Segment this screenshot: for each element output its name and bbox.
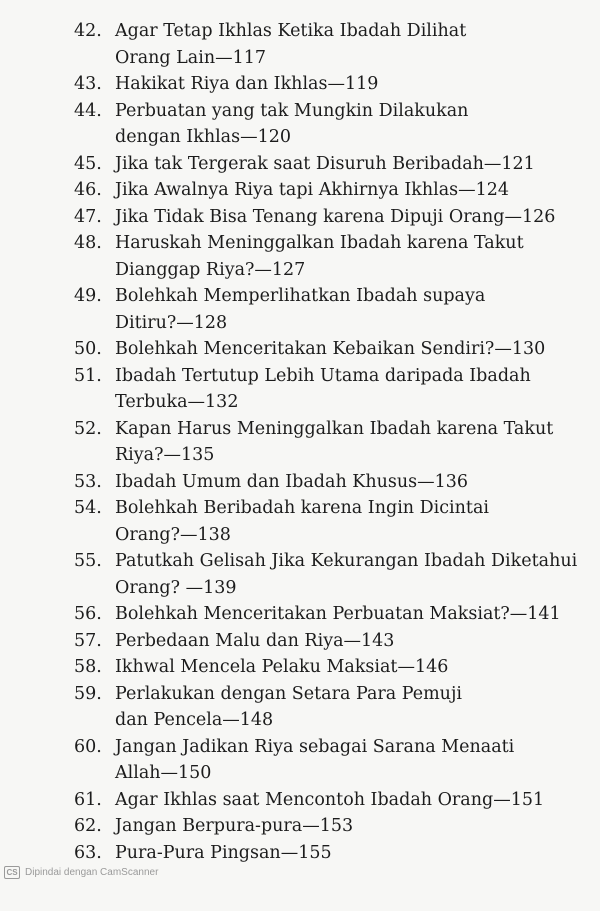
toc-entry-title-line: Orang? —139 xyxy=(115,577,237,598)
toc-entry-title-line: Jika tak Tergerak saat Disuruh Beribadah—121 xyxy=(115,153,535,174)
toc-entry-title-line: Bolehkah Menceritakan Perbuatan Maksiat?—141 xyxy=(115,604,561,624)
toc-entry-title-line: Haruskah Meninggalkan Ibadah karena Takut xyxy=(115,233,524,253)
toc-entry xyxy=(0,18,600,71)
toc-entry-number: 57. xyxy=(74,630,102,651)
toc-entry xyxy=(0,177,600,204)
toc-entry xyxy=(0,469,600,496)
toc-entry-title-line: Riya?—135 xyxy=(115,445,215,465)
toc-entry-title-line: Kapan Harus Meninggalkan Ibadah karena Takut xyxy=(115,418,554,439)
toc-entry xyxy=(0,734,600,787)
toc-entry-title-line: Hakikat Riya dan Ikhlas—119 xyxy=(115,74,379,94)
toc-entry-title-line: Patutkah Gelisah Jika Kekurangan Ibadah Diketahui xyxy=(115,551,578,571)
toc-entry xyxy=(0,601,600,628)
toc-entry-title-line: Ditiru?—128 xyxy=(115,312,228,333)
toc-entry-title-line: Orang?—138 xyxy=(115,524,231,545)
toc-entry xyxy=(0,336,600,363)
toc-entry-number: 44. xyxy=(74,100,102,121)
toc-entry-title-line: Jangan Berpura-pura—153 xyxy=(115,816,354,836)
toc-entry-title-line: Jika Tidak Bisa Tenang karena Dipuji Orang—126 xyxy=(115,206,556,227)
toc-entry-title-line: Perlakukan dengan Setara Para Pemuji xyxy=(115,683,462,704)
toc-entry-title-line: Agar Tetap Ikhlas Ketika Ibadah Dilihat xyxy=(115,21,467,41)
toc-entry xyxy=(0,628,600,655)
toc-entry-number: 56. xyxy=(74,604,102,624)
toc-entry-title-line: Agar Ikhlas saat Mencontoh Ibadah Orang—151 xyxy=(115,789,545,810)
toc-entry xyxy=(0,283,600,336)
toc-entry-title-line: Bolehkah Beribadah karena Ingin Dicintai xyxy=(115,498,489,518)
toc-entry-title-line: Ibadah Tertutup Lebih Utama daripada Ibadah xyxy=(115,365,531,386)
toc-entry-title-line: Perbuatan yang tak Mungkin Dilakukan xyxy=(115,100,469,121)
toc-entry-title-line: Terbuka—132 xyxy=(115,392,239,412)
toc-entry-number: 42. xyxy=(74,21,102,41)
toc-entry-number: 58. xyxy=(74,657,102,677)
toc-entry-number: 59. xyxy=(74,683,102,704)
toc-entry-number: 49. xyxy=(74,286,102,306)
toc-entry-number: 63. xyxy=(74,842,102,863)
watermark-text: Dipindai dengan CamScanner xyxy=(25,867,159,878)
toc-entry-number: 48. xyxy=(74,233,102,253)
toc-entry xyxy=(0,416,600,469)
toc-entry-title-line: Perbedaan Malu dan Riya—143 xyxy=(115,630,395,651)
toc-entry xyxy=(0,681,600,734)
toc-entry-number: 62. xyxy=(74,816,102,836)
toc-entry-number: 61. xyxy=(74,789,102,810)
toc-entry-title-line: Bolehkah Memperlihatkan Ibadah supaya xyxy=(115,286,486,306)
toc-entry xyxy=(0,548,600,601)
toc-entry-number: 47. xyxy=(74,206,102,227)
toc-entry-number: 45. xyxy=(74,153,102,174)
toc-entry-number: 53. xyxy=(74,471,102,492)
toc-entry-title-line: dan Pencela—148 xyxy=(115,710,274,730)
toc-entry-title-line: Ibadah Umum dan Ibadah Khusus—136 xyxy=(115,471,469,492)
toc-entry-title-line: Pura-Pura Pingsan—155 xyxy=(115,842,332,863)
toc-entry-title-line: dengan Ikhlas—120 xyxy=(115,127,291,147)
toc-entry-number: 46. xyxy=(74,180,102,200)
scanner-watermark xyxy=(4,866,158,879)
toc-entry xyxy=(0,71,600,98)
toc-entry-title-line: Jika Awalnya Riya tapi Akhirnya Ikhlas—124 xyxy=(115,180,510,200)
toc-entry-number: 43. xyxy=(74,74,102,94)
toc-entry-title-line: Bolehkah Menceritakan Kebaikan Sendiri?—130 xyxy=(115,339,546,359)
toc-entry-number: 51. xyxy=(74,365,102,386)
table-of-contents xyxy=(0,18,600,866)
toc-entry xyxy=(0,654,600,681)
toc-entry-number: 54. xyxy=(74,498,102,518)
toc-entry xyxy=(0,204,600,231)
toc-entry xyxy=(0,363,600,416)
camscanner-logo-icon: CS xyxy=(4,866,20,879)
toc-entry xyxy=(0,151,600,178)
toc-entry-title-line: Dianggap Riya?—127 xyxy=(115,259,306,280)
toc-entry-title-line: Ikhwal Mencela Pelaku Maksiat—146 xyxy=(115,657,449,677)
toc-entry xyxy=(0,230,600,283)
toc-entry xyxy=(0,813,600,840)
toc-entry-number: 52. xyxy=(74,418,102,439)
toc-entry xyxy=(0,495,600,548)
toc-entry-number: 60. xyxy=(74,736,102,757)
toc-entry xyxy=(0,787,600,814)
toc-entry xyxy=(0,840,600,867)
toc-entry-number: 55. xyxy=(74,551,102,571)
toc-entry-title-line: Orang Lain—117 xyxy=(115,47,267,68)
toc-entry xyxy=(0,98,600,151)
toc-entry-title-line: Jangan Jadikan Riya sebagai Sarana Menaati xyxy=(115,736,515,757)
toc-entry-title-line: Allah—150 xyxy=(115,763,212,783)
toc-entry-number: 50. xyxy=(74,339,102,359)
